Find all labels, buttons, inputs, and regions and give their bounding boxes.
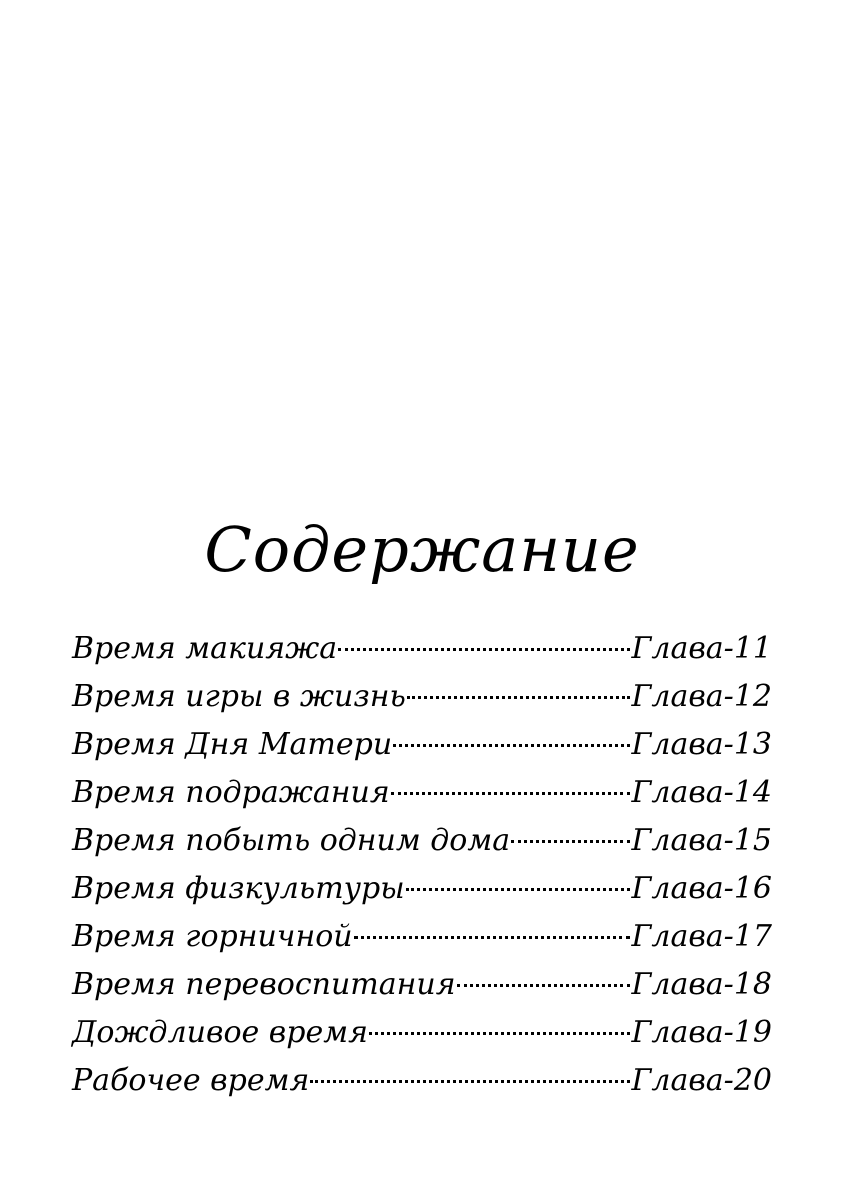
toc-entry-chapter: Глава-11 [631,631,772,666]
toc-entry [72,865,772,913]
dot-leader [369,1032,631,1035]
toc-entry [72,961,772,1009]
toc-entry [72,721,772,769]
table-of-contents [72,625,772,1105]
page-title: Содержание [204,513,640,586]
toc-entry-chapter: Глава-13 [631,727,772,762]
toc-entry-chapter: Глава-19 [631,1015,772,1050]
dot-leader [393,744,630,747]
toc-entry-title: Рабочее время [72,1063,310,1098]
toc-entry-title: Время физкультуры [72,871,405,906]
toc-entry-chapter: Глава-14 [631,775,772,810]
dot-leader [354,936,631,939]
toc-entry-chapter: Глава-17 [631,919,772,954]
dot-leader [457,984,631,987]
toc-entry-title: Время горничной [72,919,353,954]
toc-entry [72,913,772,961]
toc-entry [72,1009,772,1057]
toc-entry-title: Время игры в жизнь [72,679,406,714]
dot-leader [310,1080,630,1083]
toc-entry-chapter: Глава-18 [631,967,772,1002]
dot-leader [511,840,630,843]
toc-entry-title: Время макияжа [72,631,338,666]
toc-entry-chapter: Глава-20 [631,1063,772,1098]
toc-entry-chapter: Глава-12 [631,679,772,714]
toc-entry-title: Время подражания [72,775,390,810]
toc-entry-title: Время побыть одним дома [72,823,511,858]
toc-entry-title: Время Дня Матери [72,727,393,762]
dot-leader [338,648,630,651]
toc-entry [72,1057,772,1105]
toc-entry [72,673,772,721]
toc-entry [72,625,772,673]
toc-entry-title: Время перевоспитания [72,967,456,1002]
dot-leader [407,696,631,699]
dot-leader [406,888,631,891]
dot-leader [391,792,631,795]
toc-entry [72,817,772,865]
toc-entry-chapter: Глава-15 [631,823,772,858]
toc-entry-chapter: Глава-16 [631,871,772,906]
toc-entry-title: Дождливое время [72,1015,368,1050]
toc-entry [72,769,772,817]
